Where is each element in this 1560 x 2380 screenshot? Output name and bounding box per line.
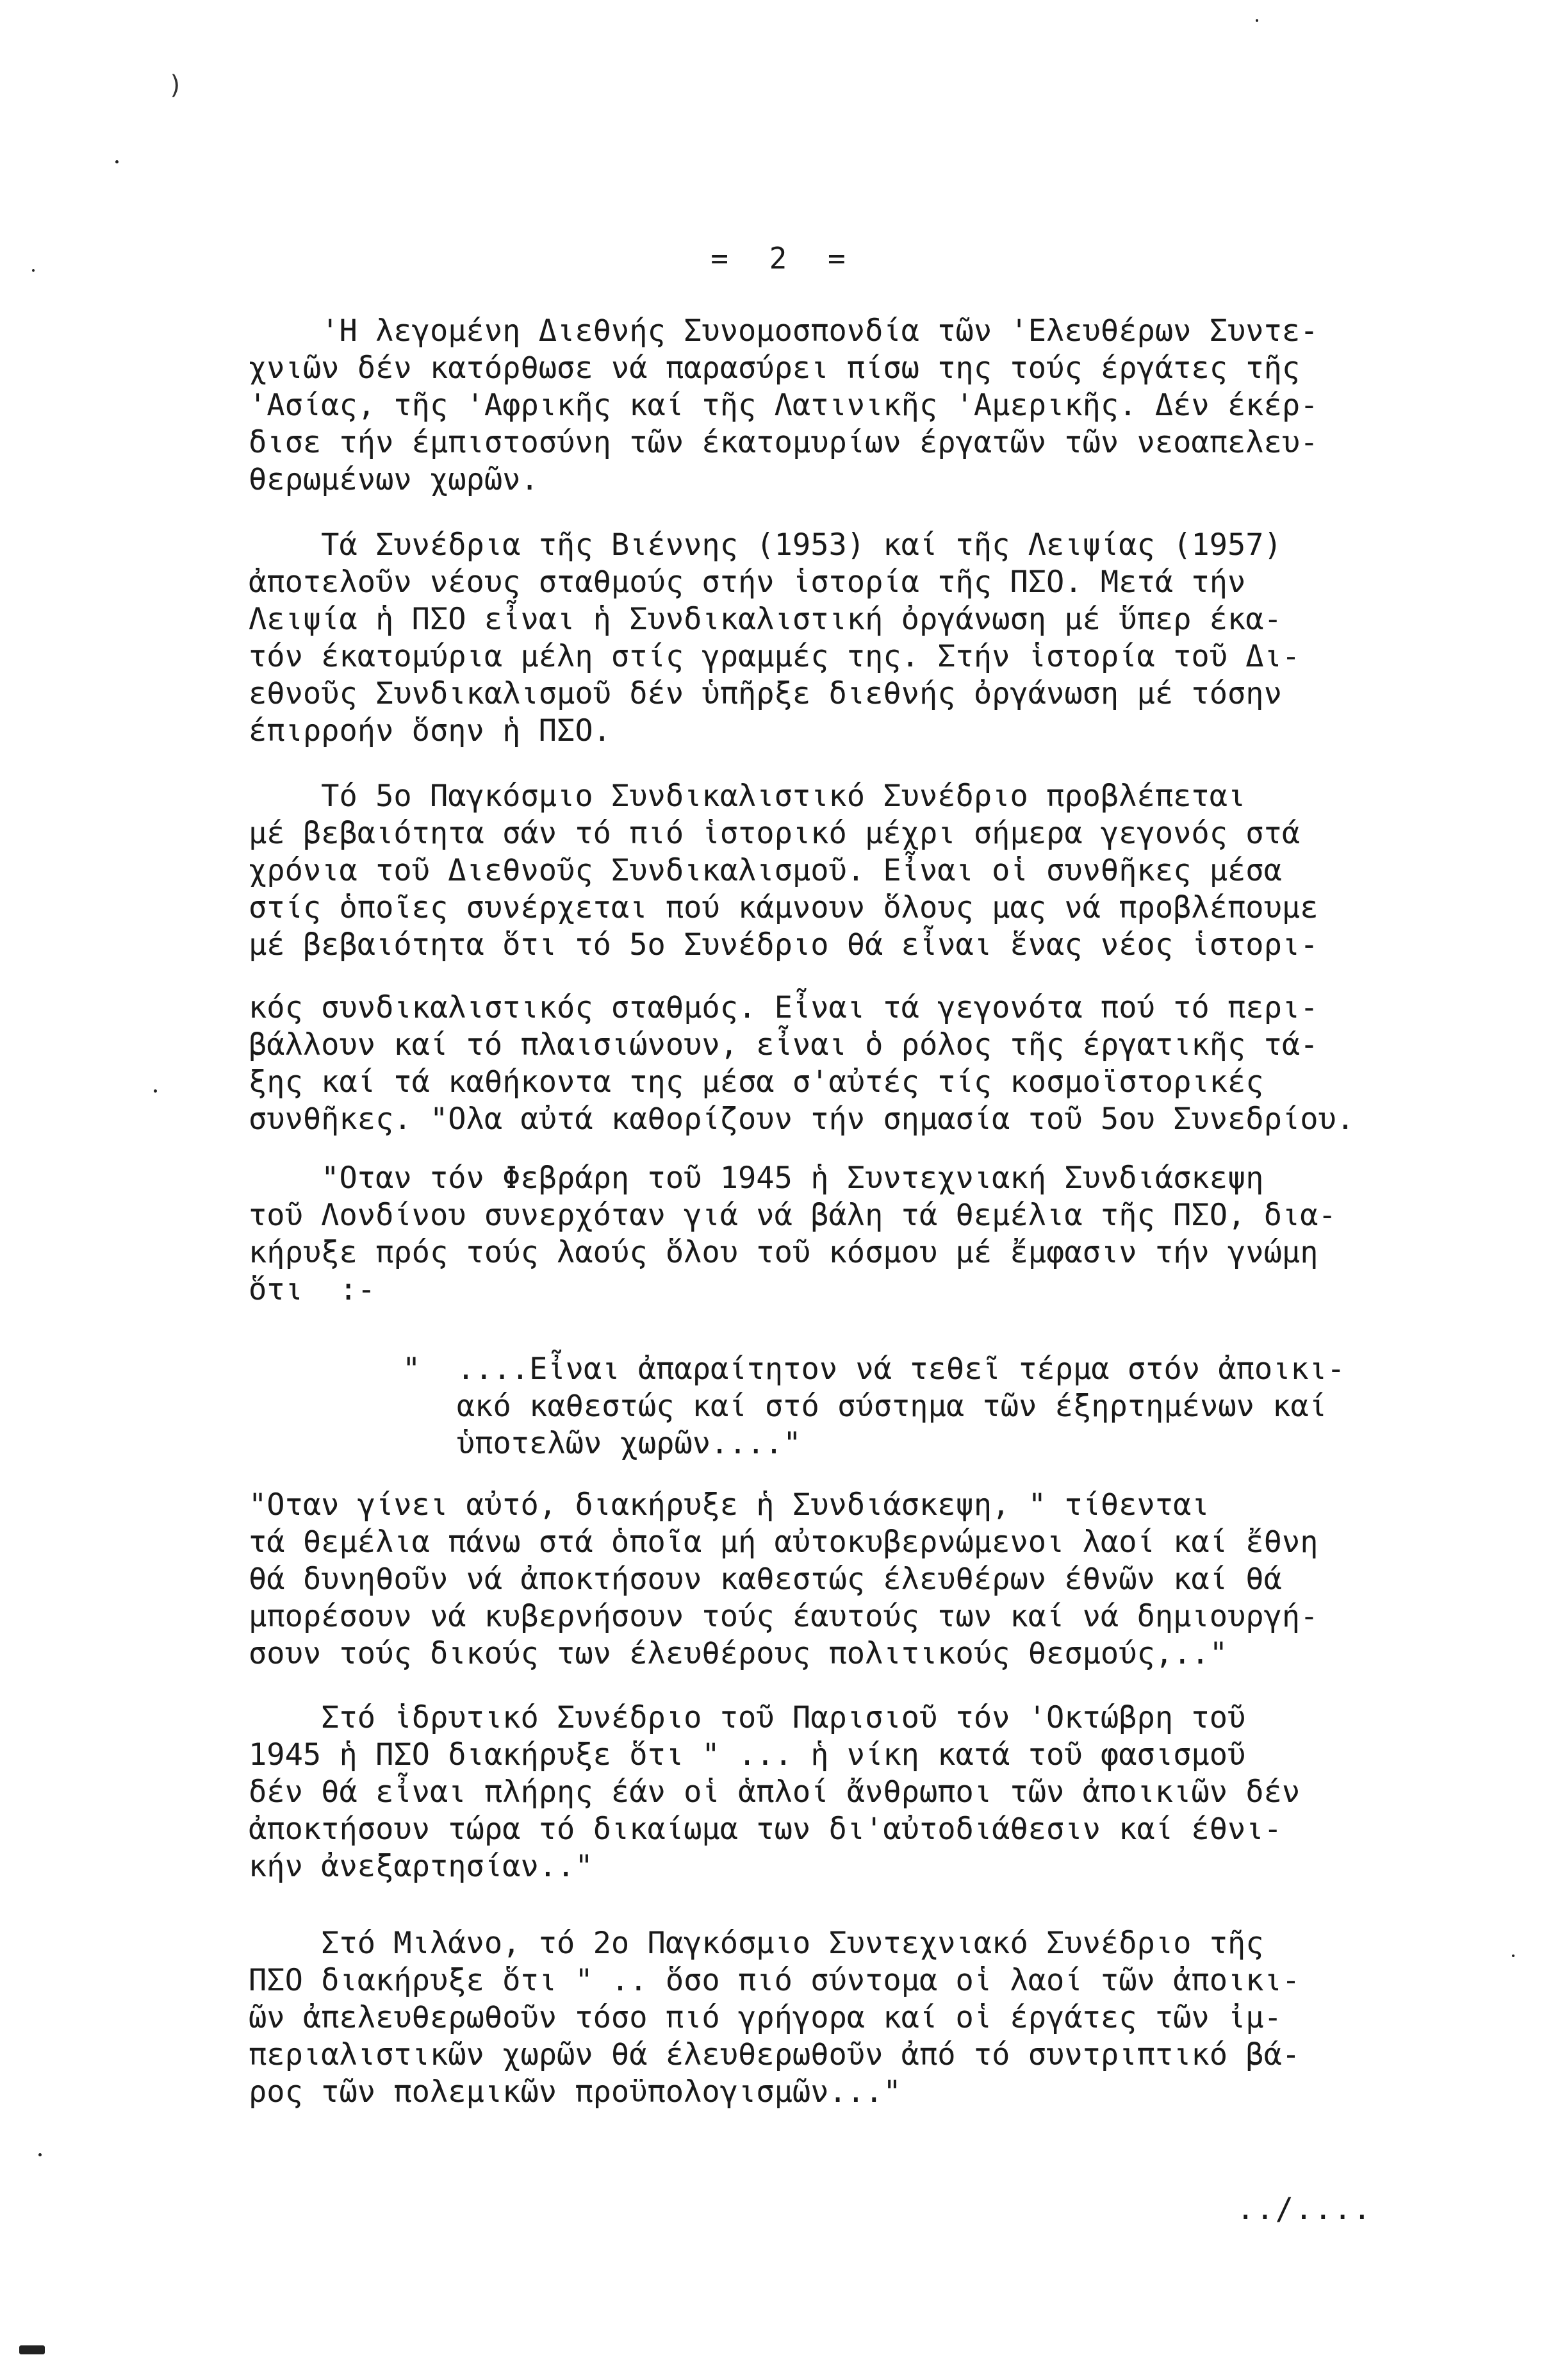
text-line: στίς ὁποῖες συνέρχεται πού κάμνουν ὅλους μας νά προβλέπουμε (249, 890, 1318, 925)
text-line: ῶν ἀπελευθερωθοῦν τόσο πιό γρήγορα καί οἱ έργάτες τῶν ἰμ- (249, 2000, 1282, 2035)
text-line: μέ βεβαιότητα σάν τό πιό ἱστορικό μέχρι σήμερα γεγονός στά (249, 816, 1301, 851)
text-line: 1945 ἡ ΠΣΟ διακήρυξε ὅτι " ... ἡ νίκη κατά τοῦ φασισμοῦ (249, 1737, 1246, 1773)
text-line: χνιῶν δέν κατόρθωσε νά παρασύρει πίσω της τούς έργάτες τῆς (249, 351, 1301, 386)
scan-speck (115, 160, 119, 163)
text-line: ὅτι :- (249, 1272, 376, 1307)
text-line: Στό Μιλάνο, τό 2ο Παγκόσμιο Συντεχνιακό Συνέδριο τῆς (249, 1926, 1264, 1961)
text-line: εθνοῦς Συνδικαλισμοῦ δέν ὑπῆρξε διεθνής ὀργάνωση μέ τόσην (249, 676, 1282, 711)
text-line: κήν ἀνεξαρτησίαν.." (249, 1849, 593, 1884)
text-line: μέ βεβαιότητα ὅτι τό 5ο Συνέδριο θά εἶναι ἕνας νέος ἱστορι- (249, 927, 1318, 963)
text-line: 'Ασίας, τῆς 'Αφρικῆς καί τῆς Λατινικῆς 'Αμερικῆς. Δέν έκέρ- (249, 388, 1318, 423)
text-line: ΠΣΟ διακήρυξε ὅτι " .. ὅσο πιό σύντομα οἱ λαοί τῶν ἀποικι- (249, 1963, 1301, 1998)
text-line: Στό ἱδρυτικό Συνέδριο τοῦ Παρισιοῦ τόν 'Οκτώβρη τοῦ (249, 1700, 1246, 1735)
text-line: τοῦ Λονδίνου συνερχόταν γιά νά βάλη τά θεμέλια τῆς ΠΣΟ, δια- (249, 1198, 1336, 1233)
text-line: σουν τούς δικούς των έλευθέρους πολιτικούς θεσμούς,.." (249, 1636, 1228, 1671)
paragraph-3 (249, 778, 1434, 964)
text-line: ὑποτελῶν χωρῶν...." (402, 1426, 801, 1461)
text-line: θά δυνηθοῦν νά ἀποκτήσουν καθεστώς έλευθέρων έθνῶν καί θά (249, 1562, 1282, 1597)
text-line: κήρυξε πρός τούς λαούς ὅλου τοῦ κόσμου μέ ἔμφασιν τήν γνώμη (249, 1235, 1318, 1270)
text-line: περιαλιστικῶν χωρῶν θά έλευθερωθοῦν ἀπό τό συντριπτικό βά- (249, 2037, 1301, 2072)
text-line: "Οταν τόν Φεβράρη τοῦ 1945 ἡ Συντεχνιακή Συνδιάσκεψη (249, 1161, 1264, 1196)
text-line: Λειψία ἡ ΠΣΟ εἶναι ἡ Συνδικαλιστική ὀργάνωση μέ ὕπερ έκα- (249, 602, 1282, 637)
quote-block (402, 1351, 1427, 1462)
text-line: ρος τῶν πολεμικῶν προϋπολογισμῶν..." (249, 2074, 901, 2110)
scan-speck (38, 2153, 42, 2156)
scan-speck (1512, 1954, 1515, 1957)
text-line: ἀποκτήσουν τώρα τό δικαίωμα των δι'αὐτοδιάθεσιν καί έθνι- (249, 1812, 1282, 1847)
scan-speck (1256, 19, 1258, 22)
text-line: Τά Συνέδρια τῆς Βιέννης (1953) καί τῆς Λειψίας (1957) (249, 527, 1282, 563)
text-line: Τό 5ο Παγκόσμιο Συνδικαλιστικό Συνέδριο προβλέπεται (249, 779, 1246, 814)
text-line: τά θεμέλια πάνω στά ὁποῖα μή αὐτοκυβερνώμενοι λαοί καί ἔθνη (249, 1525, 1318, 1560)
paragraph-2 (249, 527, 1434, 750)
text-line: " ....Εἶναι ἀπαραίτητον νά τεθεῖ τέρμα στόν ἀποικι- (402, 1351, 1345, 1387)
text-line: μπορέσουν νά κυβερνήσουν τούς έαυτούς των καί νά δημιουργή- (249, 1599, 1318, 1634)
text-line: δέν θά εἶναι πλήρης έάν οἱ ἁπλοί ἄνθρωποι τῶν ἀποικιῶν δέν (249, 1774, 1301, 1810)
text-line: ἀποτελοῦν νέους σταθμούς στήν ἱστορία τῆς ΠΣΟ. Μετά τήν (249, 565, 1246, 600)
text-line: ξης καί τά καθήκοντα της μέσα σ'αὐτές τίς κοσμοϊστορικές (249, 1064, 1264, 1100)
paragraph-5 (249, 1487, 1434, 1673)
page-number: = 2 = (710, 241, 850, 276)
continuation-mark: ../.... (1236, 2192, 1373, 2227)
text-line: 'Η λεγομένη Διεθνής Συνομοσπονδία τῶν 'Ελευθέρων Συντε- (249, 313, 1318, 349)
text-line: έπιρροήν ὅσην ἡ ΠΣΟ. (249, 713, 611, 748)
text-line: βάλλουν καί τό πλαισιώνουν, εἶναι ὁ ρόλος τῆς έργατικῆς τά- (249, 1027, 1318, 1062)
text-line: συνθῆκες. "Ολα αὐτά καθορίζουν τήν σημασία τοῦ 5ου Συνεδρίου. (249, 1102, 1355, 1137)
text-line: δισε τήν έμπιστοσύνη τῶν έκατομυρίων έργατῶν τῶν νεοαπελευ- (249, 425, 1318, 460)
text-line: "Οταν γίνει αὐτό, διακήρυξε ἡ Συνδιάσκεψη, " τίθενται (249, 1487, 1210, 1523)
text-line: τόν έκατομύρια μέλη στίς γραμμές της. Στήν ἱστορία τοῦ Δι- (249, 639, 1301, 674)
paragraph-4 (249, 1160, 1434, 1309)
text-line: χρόνια τοῦ Διεθνοῦς Συνδικαλισμοῦ. Εἶναι οἱ συνθῆκες μέσα (249, 853, 1282, 888)
text-line: κός συνδικαλιστικός σταθμός. Εἶναι τά γεγονότα πού τό περι- (249, 990, 1318, 1025)
scan-mark: ) (168, 70, 184, 100)
text-line: θερωμένων χωρῶν. (249, 462, 539, 497)
paragraph-1 (249, 313, 1434, 499)
paragraph-6 (249, 1699, 1434, 1885)
paragraph-7 (249, 1925, 1434, 2111)
text-line: ακό καθεστώς καί στό σύστημα τῶν έξηρτημένων καί (402, 1389, 1327, 1424)
scan-speck (19, 2345, 45, 2354)
scan-speck (154, 1089, 157, 1093)
scan-speck (32, 269, 35, 272)
paragraph-3-continued (249, 989, 1434, 1138)
